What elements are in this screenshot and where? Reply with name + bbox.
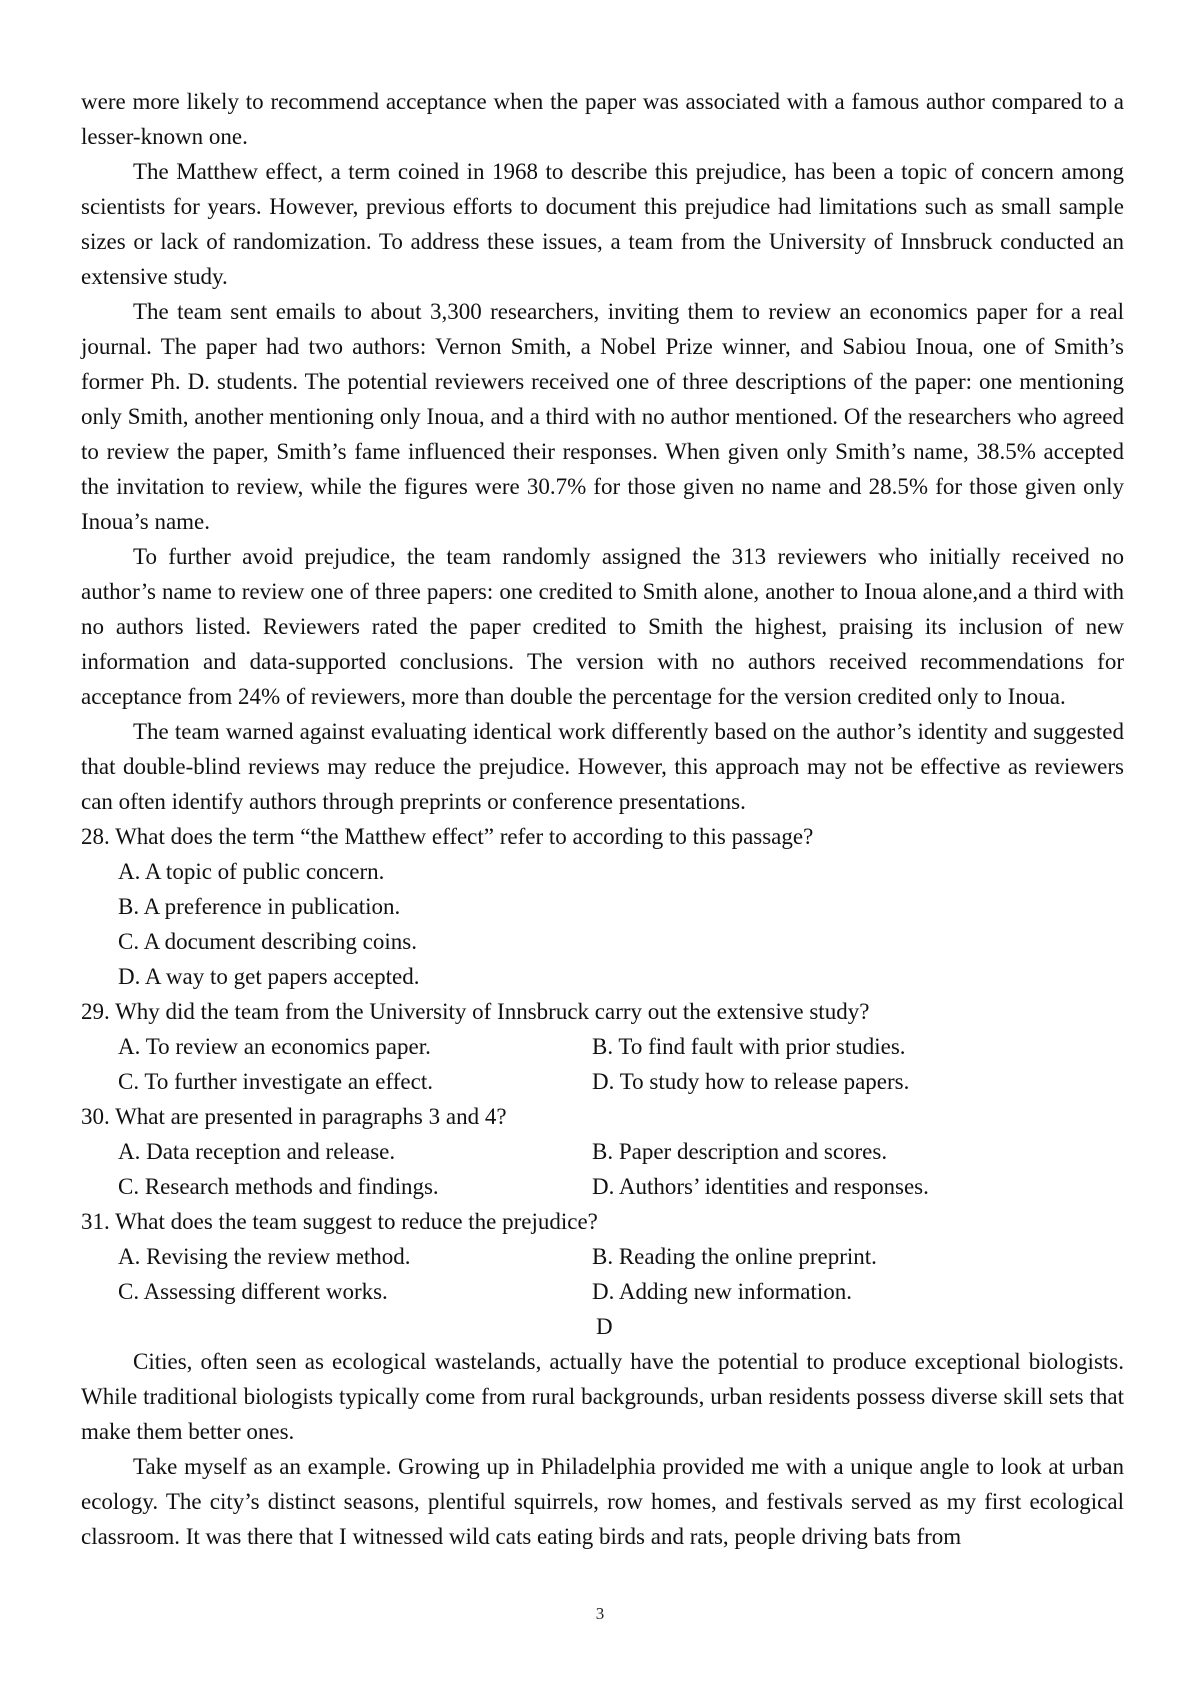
section-letter-d: D [596,1314,613,1339]
question-31-option-c: C. Assessing different works. [118,1279,388,1304]
question-31-option-d: D. Adding new information. [592,1279,852,1304]
text-body [81,84,1124,1554]
passage-c-paragraph-1: were more likely to recommend acceptance when the paper was associated with a famous author compared to a lesser-known one. [81,89,1124,149]
question-28-stem: 28. What does the term “the Matthew effect” refer to according to this passage? [81,824,814,849]
passage-c-paragraph-3: The team sent emails to about 3,300 researchers, inviting them to review an economics paper for a real journal. The paper had two authors: Vernon Smith, a Nobel Prize winner, and Sabiou Inoua, one of Smith’s former Ph. D. students. The potential reviewers received one of three descriptions of the paper: one mentioning only Smith, another mentioning only Inoua, and a third with no author mentioned. Of the researchers who agreed to review the paper, Smith’s fame influenced their responses. When given only Smith’s name, 38.5% accepted the invitation to review, while the figures were 30.7% for those given no name and 28.5% for those given only Inoua’s name. [81,299,1124,534]
page-number: 3 [595,1604,605,1623]
question-30-option-a: A. Data reception and release. [118,1139,396,1164]
passage-c-paragraph-4: To further avoid prejudice, the team randomly assigned the 313 reviewers who initially received no author’s name to review one of three papers: one credited to Smith alone, another to Inoua alone,and a third with no authors listed. Reviewers rated the paper credited to Smith the highest, praising its inclusion of new information and data-supported conclusions. The version with no authors received recommendations for acceptance from 24% of reviewers, more than double the percentage for the version credited only to Inoua. [81,544,1124,709]
question-28-option-c: C. A document describing coins. [118,929,417,954]
question-29 [81,994,1124,1099]
question-31-stem: 31. What does the team suggest to reduce the prejudice? [81,1209,598,1234]
question-30-option-d: D. Authors’ identities and responses. [592,1174,929,1199]
question-29-option-d: D. To study how to release papers. [592,1069,910,1094]
question-31-option-a: A. Revising the review method. [118,1244,411,1269]
question-31-option-b: B. Reading the online preprint. [592,1244,877,1269]
passage-c-paragraph-2: The Matthew effect, a term coined in 1968 to describe this prejudice, has been a topic of concern among scientists for years. However, previous efforts to document this prejudice had limitations such as small sample sizes or lack of randomization. To address these issues, a team from the University of Innsbruck conducted an extensive study. [81,159,1124,289]
passage-d-paragraph-1: Cities, often seen as ecological wastelands, actually have the potential to produce exceptional biologists. While traditional biologists typically come from rural backgrounds, urban residents possess diverse skill sets that make them better ones. [81,1349,1124,1444]
question-29-option-c: C. To further investigate an effect. [118,1069,433,1094]
question-30-stem: 30. What are presented in paragraphs 3 and 4? [81,1104,507,1129]
question-30 [81,1099,1124,1204]
question-28-option-b: B. A preference in publication. [118,894,401,919]
question-30-options-row-1 [81,1134,1124,1169]
question-29-options-row-1 [81,1029,1124,1064]
question-28-option-a: A. A topic of public concern. [118,859,385,884]
question-30-option-b: B. Paper description and scores. [592,1139,888,1164]
question-29-options-row-2 [81,1064,1124,1099]
question-28 [81,819,1124,994]
question-28-option-d: D. A way to get papers accepted. [118,964,420,989]
question-31 [81,1204,1124,1309]
question-29-stem: 29. Why did the team from the University of Innsbruck carry out the extensive study? [81,999,870,1024]
passage-c-paragraph-5: The team warned against evaluating identical work differently based on the author’s identity and suggested that double-blind reviews may reduce the prejudice. However, this approach may not be effective as reviewers can often identify authors through preprints or conference presentations. [81,719,1124,814]
question-29-option-a: A. To review an economics paper. [118,1034,431,1059]
question-30-options-row-2 [81,1169,1124,1204]
passage-d-paragraph-2: Take myself as an example. Growing up in Philadelphia provided me with a unique angle to look at urban ecology. The city’s distinct seasons, plentiful squirrels, row homes, and festivals served as my first ecological classroom. It was there that I witnessed wild cats eating birds and rats, people driving bats from [81,1454,1124,1549]
question-31-options-row-1 [81,1239,1124,1274]
question-30-option-c: C. Research methods and findings. [118,1174,439,1199]
question-29-option-b: B. To find fault with prior studies. [592,1034,906,1059]
question-31-options-row-2 [81,1274,1124,1309]
